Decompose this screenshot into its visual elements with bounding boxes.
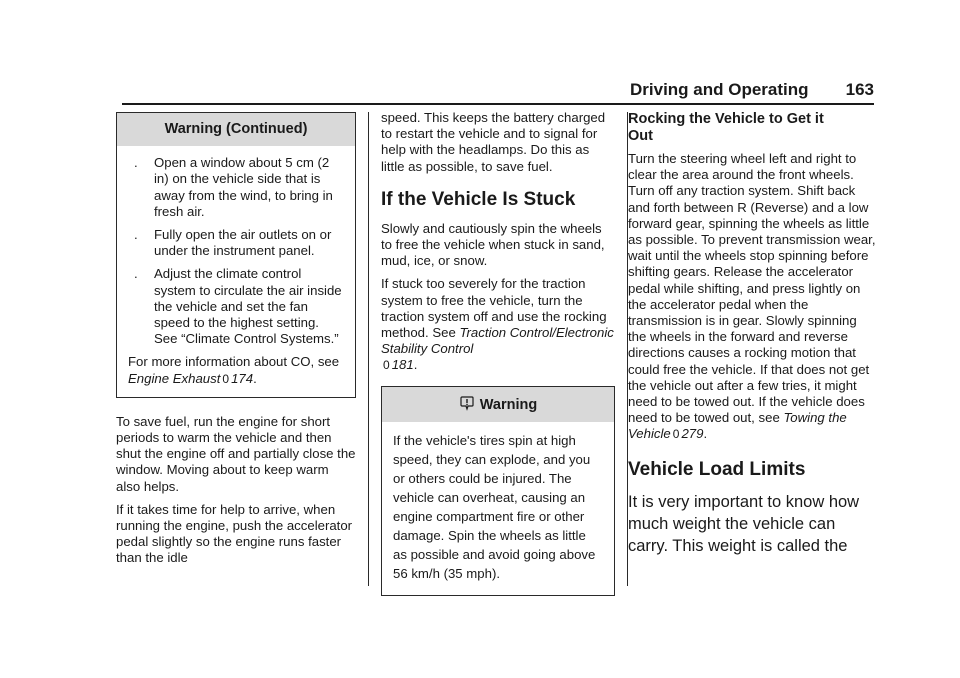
paragraph: speed. This keeps the battery charged to restart the vehicle and to signal for help with the headlamps. Do this as little as possible, to save fuel.: [381, 110, 606, 174]
paragraph: To save fuel, run the engine for short periods to warm the vehicle and then shut the engine off and partially close the window. Moving about to keep warm also helps.: [116, 413, 356, 494]
warning-box: [381, 386, 615, 596]
bullet-item: [128, 266, 344, 347]
column-2: [381, 110, 615, 596]
section-heading: Vehicle Load Limits: [628, 458, 806, 480]
warning-body: [117, 146, 355, 397]
towing-link[interactable]: Towing the Vehicle: [628, 410, 847, 442]
bullet-text: Fully open the air outlets on or under the instrument panel.: [154, 227, 332, 259]
bullet-marker: .: [134, 227, 138, 243]
bullet-text: Open a window about 5 cm (2 in) on the vehicle side that is away from the wind, to bring in fresh air.: [154, 155, 333, 219]
page-number: 163: [845, 80, 874, 99]
header-rule: [122, 103, 874, 105]
page-header: [630, 80, 874, 102]
page-ref-number[interactable]: 279: [681, 426, 704, 442]
page-ref-number[interactable]: 181: [391, 357, 414, 373]
subsection-heading: Rocking the Vehicle to Get it Out: [628, 111, 824, 144]
column-3: [628, 110, 876, 564]
more-info-text: For more information about CO, see Engine Exhaust 0 174.: [128, 354, 340, 386]
bullet-item: [128, 155, 344, 220]
warning-continued-box: [116, 112, 356, 398]
column-1: [116, 112, 356, 574]
bullet-marker: .: [134, 266, 138, 282]
paragraph: Slowly and cautiously spin the wheels to free the vehicle when stuck in sand, mud, ice, or snow.: [381, 220, 605, 269]
warning-title: Warning: [479, 396, 538, 413]
engine-exhaust-link[interactable]: Engine Exhaust: [128, 370, 221, 386]
warning-icon: [459, 395, 475, 411]
paragraph: If it takes time for help to arrive, when running the engine, push the accelerator pedal slightly so the engine runs faster than the idle: [116, 501, 353, 566]
paragraph-large: It is very important to know how much weight the vehicle can carry. This weight is called the: [628, 492, 860, 555]
warning-text: If the vehicle's tires spin at high speed, they can explode, and you or others could be injured. The vehicle can overheat, causing an engine compartment fire or other damage. Spin the wheels as little as possible and avoid going above 56 km/h (35 mph).: [393, 432, 596, 581]
warning-title: Warning (Continued): [117, 113, 355, 146]
page-ref-icon: 0: [672, 427, 680, 442]
paragraph: If stuck too severely for the traction system to free the vehicle, turn the traction system off and use the rocking method. See Traction Control/Electronic Stability Control 0 181.: [381, 276, 614, 373]
paragraph: Turn the steering wheel left and right to clear the area around the front wheels. Turn off any traction system. Shift back and forth between R (Reverse) and a low forward gear, spinning the wheels as little as possible. To prevent transmission wear, wait until the wheels stop spinning before shifting gears. Release the accelerator pedal while shifting, and press lightly on the accelerator pedal when the transmission is in gear. Slowly spinning the wheels in the forward and reverse directions causes a rocking motion that could free the vehicle. If that does not get the vehicle out after a few tries, it might need to be towed out. If the vehicle does need to be towed out, see Towing the Vehicle 0 279.: [628, 151, 876, 442]
warning-header: [382, 387, 614, 422]
page-ref-icon: 0: [383, 358, 390, 373]
section-heading: If the Vehicle Is Stuck: [381, 188, 576, 210]
bullet-text: Adjust the climate control system to circulate the air inside the vehicle and set the fan speed to the highest setting. See “Climate Control Systems.”: [154, 266, 342, 347]
section-title: Driving and Operating: [630, 80, 809, 99]
page-ref-number[interactable]: 174: [231, 370, 254, 386]
bullet-item: [128, 227, 344, 259]
traction-control-link[interactable]: Traction Control/Electronic Stability Control: [381, 325, 614, 357]
page-ref-icon: 0: [222, 371, 230, 386]
bullet-marker: .: [134, 155, 138, 171]
column-divider-1: [368, 112, 369, 586]
warning-body: [382, 422, 614, 595]
